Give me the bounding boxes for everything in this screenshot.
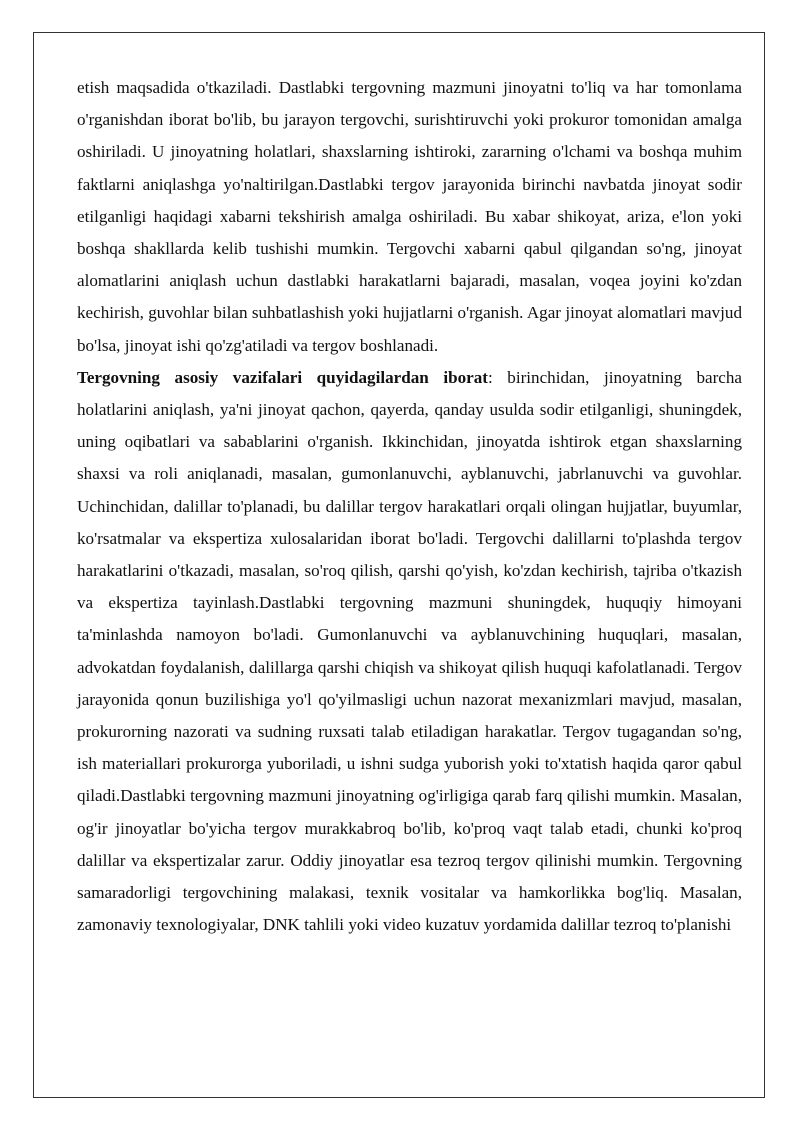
paragraph-text: etish maqsadida o'tkaziladi. Dastlabki tergovning mazmuni jinoyatni to'liq va har tomonlama o'rganishdan iborat bo'lib, bu jarayon tergovchi, surishtiruvchi yoki prokuror tomonidan amalga oshiriladi. U jinoyatning holatlari, shaxslarning ishtiroki, zararning o'lchami va boshqa muhim faktlarni aniqlashga yo'naltirilgan.Dastlabki tergov jarayonida birinchi navbatda jinoyat sodir etilganligi haqidagi xabarni tekshirish amalga oshiriladi. Bu xabar shikoyat, ariza, e'lon yoki boshqa shakllarda kelib tushishi mumkin. Tergovchi xabarni qabul qilgandan so'ng, jinoyat alomatlarini aniqlash uchun dastlabki harakatlarni bajaradi, masalan, voqea joyini ko'zdan kechirish, guvohlar bilan suhbatlashish yoki hujjatlarni o'rganish. Agar jinoyat alomatlari mavjud bo'lsa, jinoyat ishi qo'zg'atiladi va tergov boshlanadi. [77,78,742,355]
section-heading: Tergovning asosiy vazifalari quyidagilardan iborat [77,367,488,387]
paragraph [77,362,742,942]
document-body [77,72,742,941]
paragraph-text: : birinchidan, jinoyatning barcha holatlarini aniqlash, ya'ni jinoyat qachon, qayerda, qanday usulda sodir etilganligi, shuningdek, uning oqibatlari va sabablarini o'rganish. Ikkinchidan, jinoyatda ishtirok etgan shaxslarning shaxsi va roli aniqlanadi, masalan, gumonlanuvchi, ayblanuvchi, jabrlanuvchi va guvohlar. Uchinchidan, dalillar to'planadi, bu dalillar tergov harakatlari orqali olingan hujjatlar, buyumlar, ko'rsatmalar va ekspertiza xulosalaridan iborat bo'ladi. Tergovchi dalillarni to'plashda tergov harakatlarini o'tkazadi, masalan, so'roq qilish, qarshi qo'yish, ko'zdan kechirish, tajriba o'tkazish va ekspertiza tayinlash.Dastlabki tergovning mazmuni shuningdek, huquqiy himoyani ta'minlashda namoyon bo'ladi. Gumonlanuvchi va ayblanuvchining huquqlari, masalan, advokatdan foydalanish, dalillarga qarshi chiqish va shikoyat qilish huquqi kafolatlanadi. Tergov jarayonida qonun buzilishiga yo'l qo'yilmasligi uchun nazorat mexanizmlari mavjud, masalan, prokurorning nazorati va sudning ruxsati talab etiladigan harakatlar. Tergov tugagandan so'ng, ish materiallari prokurorga yuboriladi, u ishni sudga yuborish yoki to'xtatish haqida qaror qabul qiladi.Dastlabki tergovning mazmuni jinoyatning og'irligiga qarab farq qilishi mumkin. Masalan, og'ir jinoyatlar bo'yicha tergov murakkabroq bo'lib, ko'proq vaqt talab etadi, chunki ko'proq dalillar va ekspertizalar zarur. Oddiy jinoyatlar esa tezroq tergov qilinishi mumkin. Tergovning samaradorligi tergovchining malakasi, texnik vositalar va hamkorlikka bog'liq. Masalan, zamonaviy texnologiyalar, DNK tahlili yoki video kuzatuv yordamida dalillar tezroq to'planishi [77,367,742,935]
paragraph [77,72,742,362]
